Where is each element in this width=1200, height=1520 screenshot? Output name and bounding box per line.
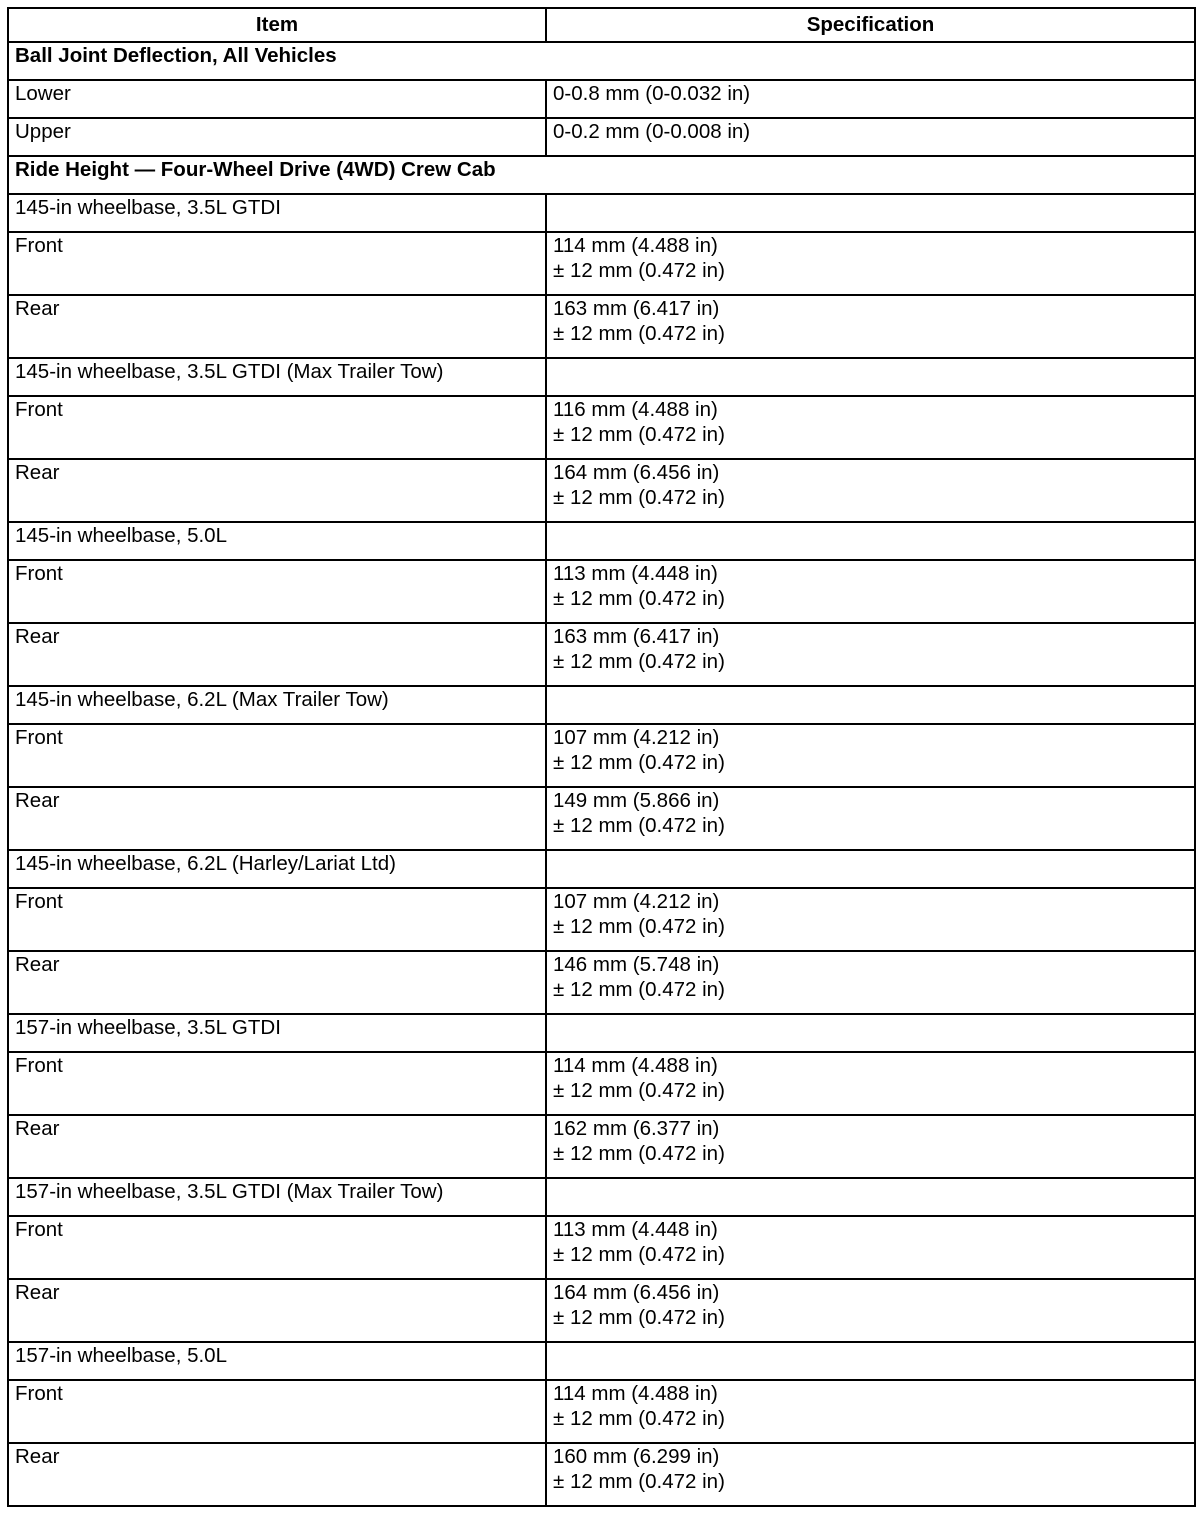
item-cell: Rear: [8, 1115, 546, 1178]
item-cell: Rear: [8, 1443, 546, 1506]
spec-line: 113 mm (4.448 in): [553, 1218, 718, 1241]
section-title: Ball Joint Deflection, All Vehicles: [8, 42, 1195, 80]
spec-cell: [546, 686, 1195, 724]
item-cell: Rear: [8, 951, 546, 1014]
table-row: [8, 194, 1195, 232]
spec-cell: [546, 623, 1195, 686]
table-row: [8, 1443, 1195, 1506]
spec-line: ± 12 mm (0.472 in): [553, 751, 725, 774]
spec-line: ± 12 mm (0.472 in): [553, 915, 725, 938]
spec-cell: [546, 459, 1195, 522]
spec-line: 160 mm (6.299 in): [553, 1445, 720, 1468]
item-cell: 157-in wheelbase, 3.5L GTDI (Max Trailer Tow): [8, 1178, 546, 1216]
table-row: [8, 888, 1195, 951]
item-cell: Front: [8, 396, 546, 459]
spec-cell: [546, 232, 1195, 295]
spec-cell: [546, 522, 1195, 560]
spec-line: ± 12 mm (0.472 in): [553, 587, 725, 610]
spec-cell: [546, 888, 1195, 951]
item-cell: Lower: [8, 80, 546, 118]
spec-cell: [546, 1443, 1195, 1506]
section-title: Ride Height — Four-Wheel Drive (4WD) Crew Cab: [8, 156, 1195, 194]
spec-cell: [546, 1279, 1195, 1342]
table-row: [8, 1115, 1195, 1178]
spec-cell: [546, 724, 1195, 787]
item-cell: 145-in wheelbase, 5.0L: [8, 522, 546, 560]
spec-line: ± 12 mm (0.472 in): [553, 814, 725, 837]
spec-cell: [546, 787, 1195, 850]
table-row: [8, 623, 1195, 686]
spec-line: 0-0.8 mm (0-0.032 in): [553, 82, 751, 105]
item-cell: Rear: [8, 459, 546, 522]
spec-cell: [546, 80, 1195, 118]
spec-cell: [546, 1052, 1195, 1115]
spec-line: 0-0.2 mm (0-0.008 in): [553, 120, 751, 143]
spec-line: 162 mm (6.377 in): [553, 1117, 720, 1140]
item-cell: Front: [8, 888, 546, 951]
table-row: [8, 1178, 1195, 1216]
header-specification: Specification: [546, 8, 1195, 42]
table-body: [8, 42, 1195, 1506]
spec-cell: [546, 118, 1195, 156]
table-row: [8, 295, 1195, 358]
table-row: [8, 850, 1195, 888]
table-row: [8, 686, 1195, 724]
spec-cell: [546, 1014, 1195, 1052]
table-row: [8, 1052, 1195, 1115]
spec-line: ± 12 mm (0.472 in): [553, 486, 725, 509]
spec-line: 164 mm (6.456 in): [553, 1281, 720, 1304]
spec-line: 114 mm (4.488 in): [553, 234, 718, 257]
spec-line: ± 12 mm (0.472 in): [553, 322, 725, 345]
table-row: [8, 459, 1195, 522]
spec-cell: [546, 1342, 1195, 1380]
spec-line: 146 mm (5.748 in): [553, 953, 720, 976]
item-cell: 157-in wheelbase, 5.0L: [8, 1342, 546, 1380]
item-cell: Front: [8, 1052, 546, 1115]
item-cell: 145-in wheelbase, 3.5L GTDI (Max Trailer Tow): [8, 358, 546, 396]
item-cell: Upper: [8, 118, 546, 156]
spec-line: 114 mm (4.488 in): [553, 1054, 718, 1077]
table-row: [8, 951, 1195, 1014]
item-cell: 145-in wheelbase, 6.2L (Harley/Lariat Ltd): [8, 850, 546, 888]
spec-line: 149 mm (5.866 in): [553, 789, 720, 812]
table-row: [8, 787, 1195, 850]
spec-line: ± 12 mm (0.472 in): [553, 1407, 725, 1430]
spec-line: ± 12 mm (0.472 in): [553, 423, 725, 446]
table-row: [8, 80, 1195, 118]
spec-line: ± 12 mm (0.472 in): [553, 650, 725, 673]
spec-line: ± 12 mm (0.472 in): [553, 1079, 725, 1102]
table-row: [8, 232, 1195, 295]
table-row: [8, 724, 1195, 787]
spec-cell: [546, 951, 1195, 1014]
table-row: [8, 1279, 1195, 1342]
spec-line: 116 mm (4.488 in): [553, 398, 718, 421]
item-cell: Rear: [8, 623, 546, 686]
header-item: Item: [8, 8, 546, 42]
spec-cell: [546, 295, 1195, 358]
spec-line: ± 12 mm (0.472 in): [553, 1142, 725, 1165]
item-cell: 145-in wheelbase, 3.5L GTDI: [8, 194, 546, 232]
table-row: [8, 522, 1195, 560]
spec-line: 164 mm (6.456 in): [553, 461, 720, 484]
spec-cell: [546, 850, 1195, 888]
section-row: [8, 156, 1195, 194]
spec-line: ± 12 mm (0.472 in): [553, 1243, 725, 1266]
item-cell: Front: [8, 232, 546, 295]
spec-line: ± 12 mm (0.472 in): [553, 1306, 725, 1329]
table-row: [8, 1014, 1195, 1052]
item-cell: Rear: [8, 295, 546, 358]
spec-cell: [546, 560, 1195, 623]
table-row: [8, 358, 1195, 396]
spec-cell: [546, 396, 1195, 459]
spec-table: [7, 7, 1196, 1507]
spec-cell: [546, 1216, 1195, 1279]
item-cell: Front: [8, 1216, 546, 1279]
spec-cell: [546, 1380, 1195, 1443]
spec-line: ± 12 mm (0.472 in): [553, 1470, 725, 1493]
spec-line: 113 mm (4.448 in): [553, 562, 718, 585]
spec-line: ± 12 mm (0.472 in): [553, 978, 725, 1001]
spec-line: 107 mm (4.212 in): [553, 726, 720, 749]
spec-cell: [546, 1115, 1195, 1178]
spec-cell: [546, 194, 1195, 232]
section-row: [8, 42, 1195, 80]
spec-cell: [546, 358, 1195, 396]
item-cell: Front: [8, 1380, 546, 1443]
header-row: [8, 8, 1195, 42]
spec-line: 114 mm (4.488 in): [553, 1382, 718, 1405]
table-row: [8, 1342, 1195, 1380]
item-cell: Front: [8, 724, 546, 787]
spec-cell: [546, 1178, 1195, 1216]
spec-line: 107 mm (4.212 in): [553, 890, 720, 913]
table-row: [8, 396, 1195, 459]
spec-line: 163 mm (6.417 in): [553, 625, 720, 648]
table-row: [8, 1216, 1195, 1279]
item-cell: 145-in wheelbase, 6.2L (Max Trailer Tow): [8, 686, 546, 724]
table-row: [8, 1380, 1195, 1443]
item-cell: Front: [8, 560, 546, 623]
item-cell: 157-in wheelbase, 3.5L GTDI: [8, 1014, 546, 1052]
table-row: [8, 560, 1195, 623]
table-row: [8, 118, 1195, 156]
item-cell: Rear: [8, 1279, 546, 1342]
item-cell: Rear: [8, 787, 546, 850]
spec-line: 163 mm (6.417 in): [553, 297, 720, 320]
spec-line: ± 12 mm (0.472 in): [553, 259, 725, 282]
